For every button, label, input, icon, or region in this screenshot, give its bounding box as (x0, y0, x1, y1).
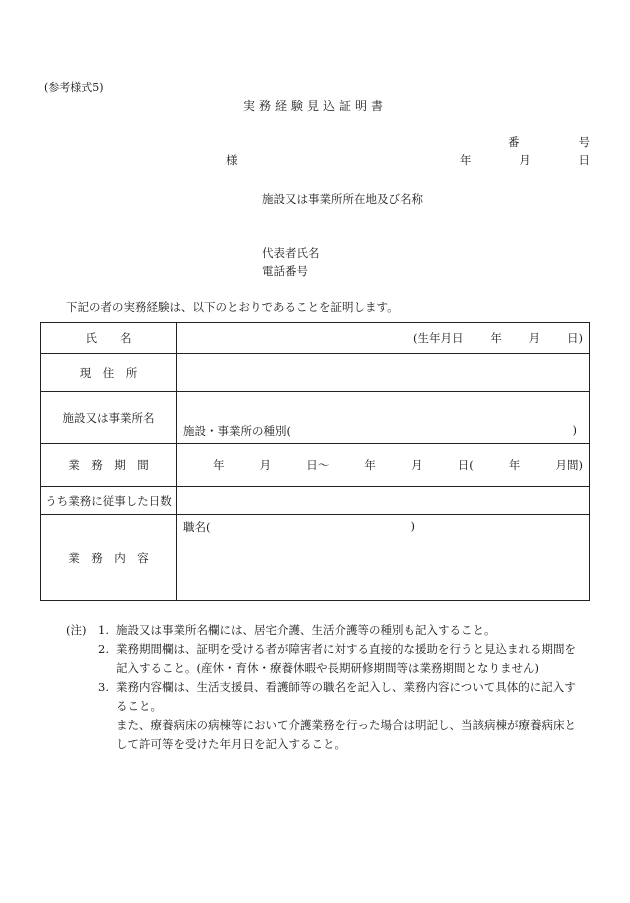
note-line: 記入すること。(産休・育休・療養休暇や長期研修期間等は業務期間となりません) (116, 661, 539, 675)
table-row (41, 323, 590, 354)
days-field[interactable] (177, 487, 590, 515)
note-item: (注) 1. 施設又は事業所名欄には、居宅介護、生活介護等の種別も記入すること。 (66, 623, 496, 637)
addressee-suffix: 様 (226, 153, 238, 167)
name-field[interactable] (177, 323, 590, 354)
note-line: して許可等を受けた年月日を記入すること。 (116, 737, 346, 751)
content-label: 業 務 内 容 (41, 515, 177, 601)
period-label: 業 務 期 間 (41, 444, 177, 487)
note-line: また、療養病床の病棟等において介護業務を行った場合は明記し、当該病棟が療養病床と (116, 718, 576, 732)
content-field[interactable] (177, 515, 590, 601)
table-row (41, 515, 590, 601)
birth-date: (生年月日 年 月 日) (413, 331, 583, 345)
experience-table (40, 322, 590, 601)
facility-name-field[interactable] (177, 392, 590, 444)
address-label: 現 住 所 (41, 354, 177, 392)
issue-date: 年 月 日 (460, 153, 590, 167)
name-label: 氏 名 (41, 323, 177, 354)
address-field[interactable] (177, 354, 590, 392)
note-item: 3. 業務内容欄は、生活支援員、看護師等の職名を記入し、業務内容について具体的に記入す (98, 680, 576, 694)
period-dates: 年 月 日〜 年 月 日( 年 月間) (213, 458, 583, 472)
document-number: 番 号 (508, 135, 590, 149)
reference-label: (参考様式5) (44, 81, 104, 94)
notes (66, 621, 591, 754)
issuer-phone-label: 電話番号 (262, 264, 308, 278)
table-row (41, 444, 590, 487)
note-item: 2. 業務期間欄は、証明を受ける者が障害者に対する直接的な援助を行うと見込まれる期間を (98, 642, 576, 656)
document-title: 実務経験見込証明書 (242, 99, 387, 113)
issuer-representative-label: 代表者氏名 (262, 246, 320, 260)
table-row (41, 354, 590, 392)
note-line: ること。 (116, 699, 162, 713)
table-row (41, 392, 590, 444)
facility-name-label: 施設又は事業所名 (41, 392, 177, 444)
job-title: 職名( ) (183, 519, 415, 534)
certification-statement: 下記の者の実務経験は、以下のとおりであることを証明します。 (66, 300, 399, 314)
facility-type: 施設・事業所の種別( ) (183, 423, 577, 438)
table-row (41, 487, 590, 515)
period-field[interactable] (177, 444, 590, 487)
days-label: うち業務に従事した日数 (41, 487, 177, 515)
issuer-facility-label: 施設又は事業所所在地及び名称 (262, 192, 423, 206)
